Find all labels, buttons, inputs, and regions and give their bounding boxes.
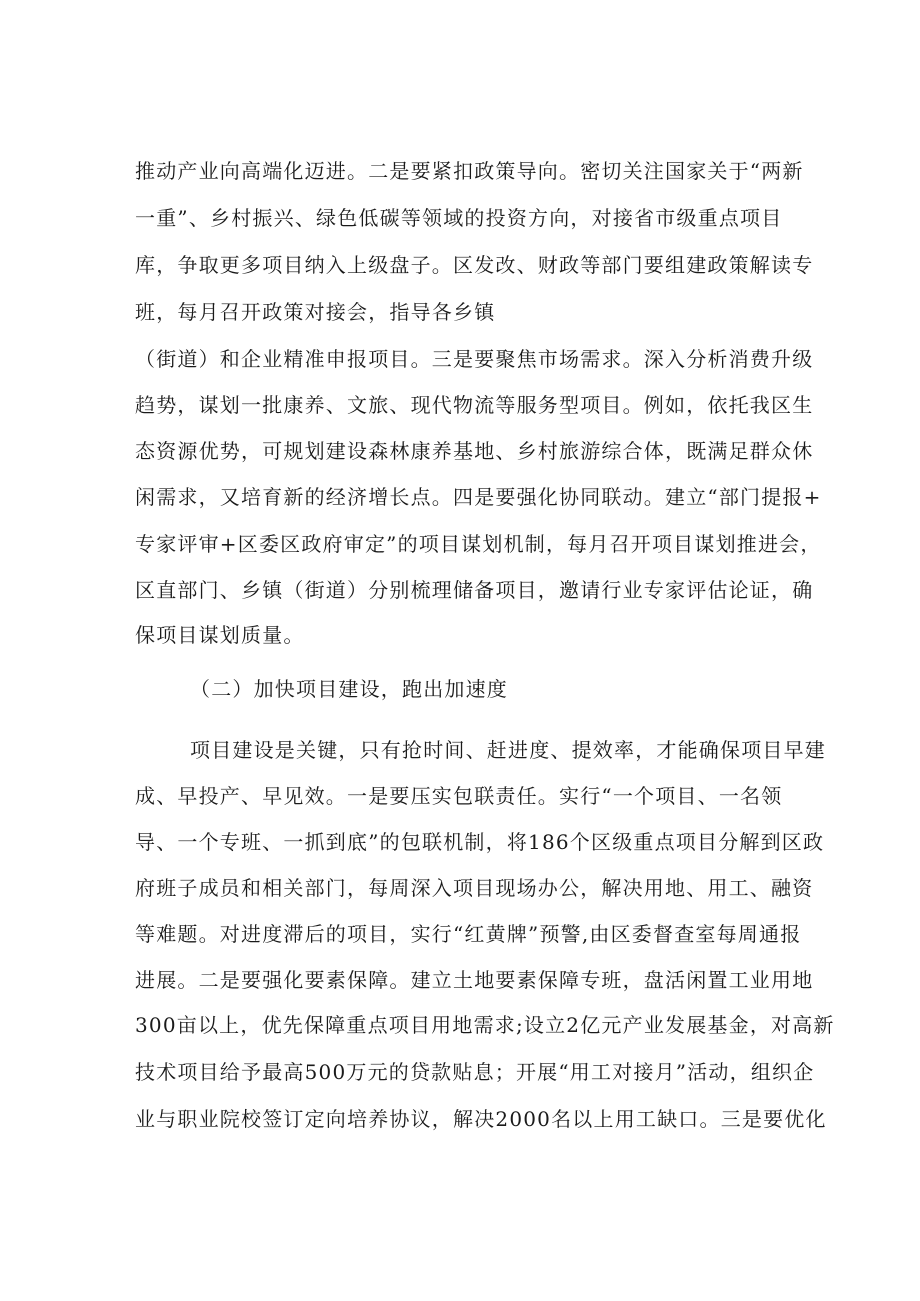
text-line: 进展。二是要强化要素保障。建立土地要素保障专班，盘活闲置工业用地 [135, 968, 814, 992]
text-line: 态资源优势，可规划建设森林康养基地、乡村旅游综合体，既满足群众休 [135, 439, 814, 463]
text-line: 区直部门、乡镇（街道）分别梳理储备项目，邀请行业专家评估论证，确 [135, 578, 814, 602]
text-line: 保项目谋划质量。 [135, 623, 305, 647]
text-line: 闲需求，又培育新的经济增长点。四是要强化协同联动。建立“部门提报+ [135, 485, 822, 509]
text-line: 专家评审+区委区政府审定”的项目谋划机制，每月召开项目谋划推进会， [135, 532, 822, 556]
text-line: 趋势，谋划一批康养、文旅、现代物流等服务型项目。例如，依托我区生 [135, 393, 814, 417]
text-line: 业与职业院校签订定向培养协议，解决2000名以上用工缺口。三是要优化 [135, 1107, 827, 1131]
text-line: 项目建设是关键，只有抢时间、赶进度、提效率，才能确保项目早建 [190, 738, 826, 762]
text-line: 班，每月召开政策对接会，指导各乡镇 [135, 300, 496, 324]
text-line: 库，争取更多项目纳入上级盘子。区发改、财政等部门要组建政策解读专 [135, 253, 814, 277]
text-line: 导、一个专班、一抓到底”的包联机制，将186个区级重点项目分解到区政 [135, 830, 825, 854]
section-heading: （二）加快项目建设，跑出加速度 [190, 677, 508, 701]
text-line: 一重”、乡村振兴、绿色低碳等领域的投资方向，对接省市级重点项目 [135, 206, 783, 230]
text-line: 技术项目给予最高500万元的贷款贴息；开展“用工对接月”活动，组织企 [135, 1060, 815, 1084]
text-line: 推动产业向高端化迈进。二是要紧扣政策导向。密切关注国家关于“两新 [135, 159, 804, 183]
text-line: 等难题。对进度滞后的项目，实行“红黄牌”预警,由区委督查室每周通报 [135, 922, 802, 946]
text-line: 成、早投产、早见效。一是要压实包联责任。实行“一个项目、一名领 [135, 784, 783, 808]
text-line: （街道）和企业精准申报项目。三是要聚焦市场需求。深入分析消费升级 [135, 347, 814, 371]
text-line: 300亩以上，优先保障重点项目用地需求;设立2亿元产业发展基金，对高新 [135, 1013, 835, 1037]
text-line: 府班子成员和相关部门，每周深入项目现场办公，解决用地、用工、融资 [135, 876, 814, 900]
